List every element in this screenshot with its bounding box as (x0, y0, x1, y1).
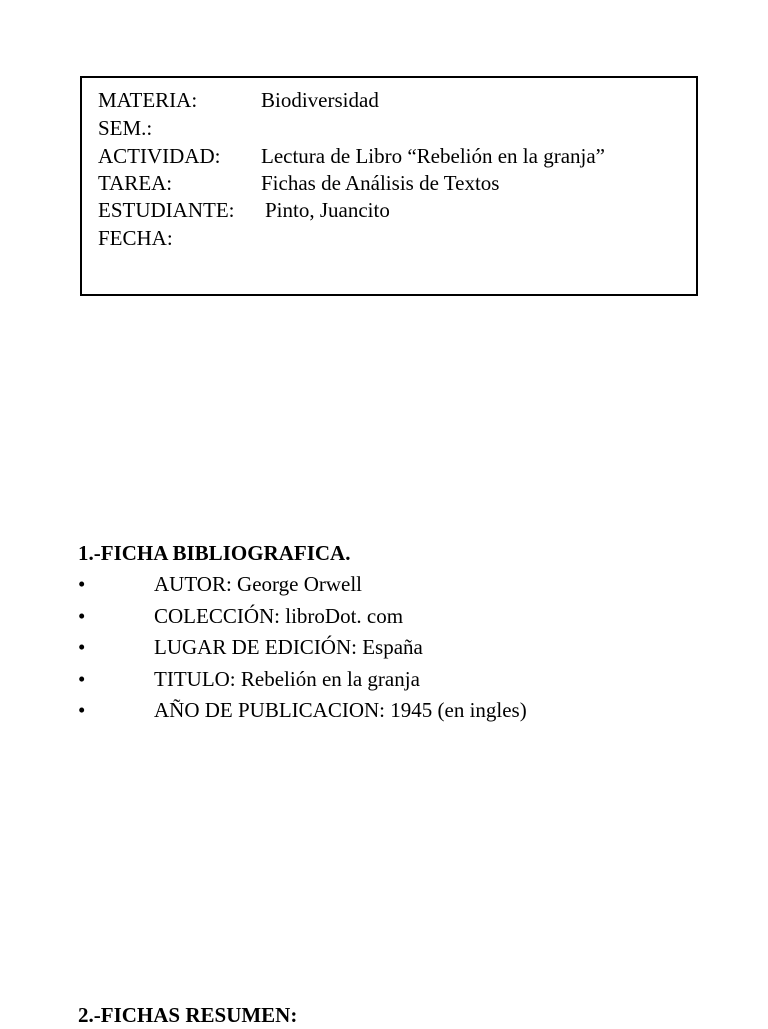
materia-label: MATERIA: (98, 88, 198, 112)
ano-publicacion-text: AÑO DE PUBLICACION: 1945 (en ingles) (154, 698, 527, 722)
bullet-icon: • (78, 572, 86, 596)
bullet-icon: • (78, 698, 86, 722)
estudiante-label: ESTUDIANTE: (98, 198, 235, 222)
coleccion-text: COLECCIÓN: libroDot. com (154, 603, 404, 628)
estudiante-value: Pinto, Juancito (265, 198, 390, 222)
tarea-value: Fichas de Análisis de Textos (261, 171, 500, 195)
tarea-label: TAREA: (98, 171, 173, 195)
section2-title: 2.-FICHAS RESUMEN: (78, 1003, 298, 1027)
actividad-label: ACTIVIDAD: (98, 144, 221, 168)
lugar-edicion-text: LUGAR DE EDICIÓN: España (154, 635, 423, 659)
fecha-label: FECHA: (98, 226, 173, 250)
sem-label: SEM.: (98, 116, 153, 140)
autor-text: AUTOR: George Orwell (154, 572, 363, 596)
bullet-icon: • (78, 635, 86, 659)
materia-value: Biodiversidad (261, 88, 379, 112)
actividad-value: Lectura de Libro “Rebelión en la granja” (261, 144, 605, 168)
bullet-icon: • (78, 603, 86, 628)
titulo-text: TITULO: Rebelión en la granja (154, 666, 420, 691)
section1-title: 1.-FICHA BIBLIOGRAFICA. (78, 541, 351, 565)
bullet-icon: • (78, 666, 86, 691)
assignment-header-box (80, 76, 698, 296)
